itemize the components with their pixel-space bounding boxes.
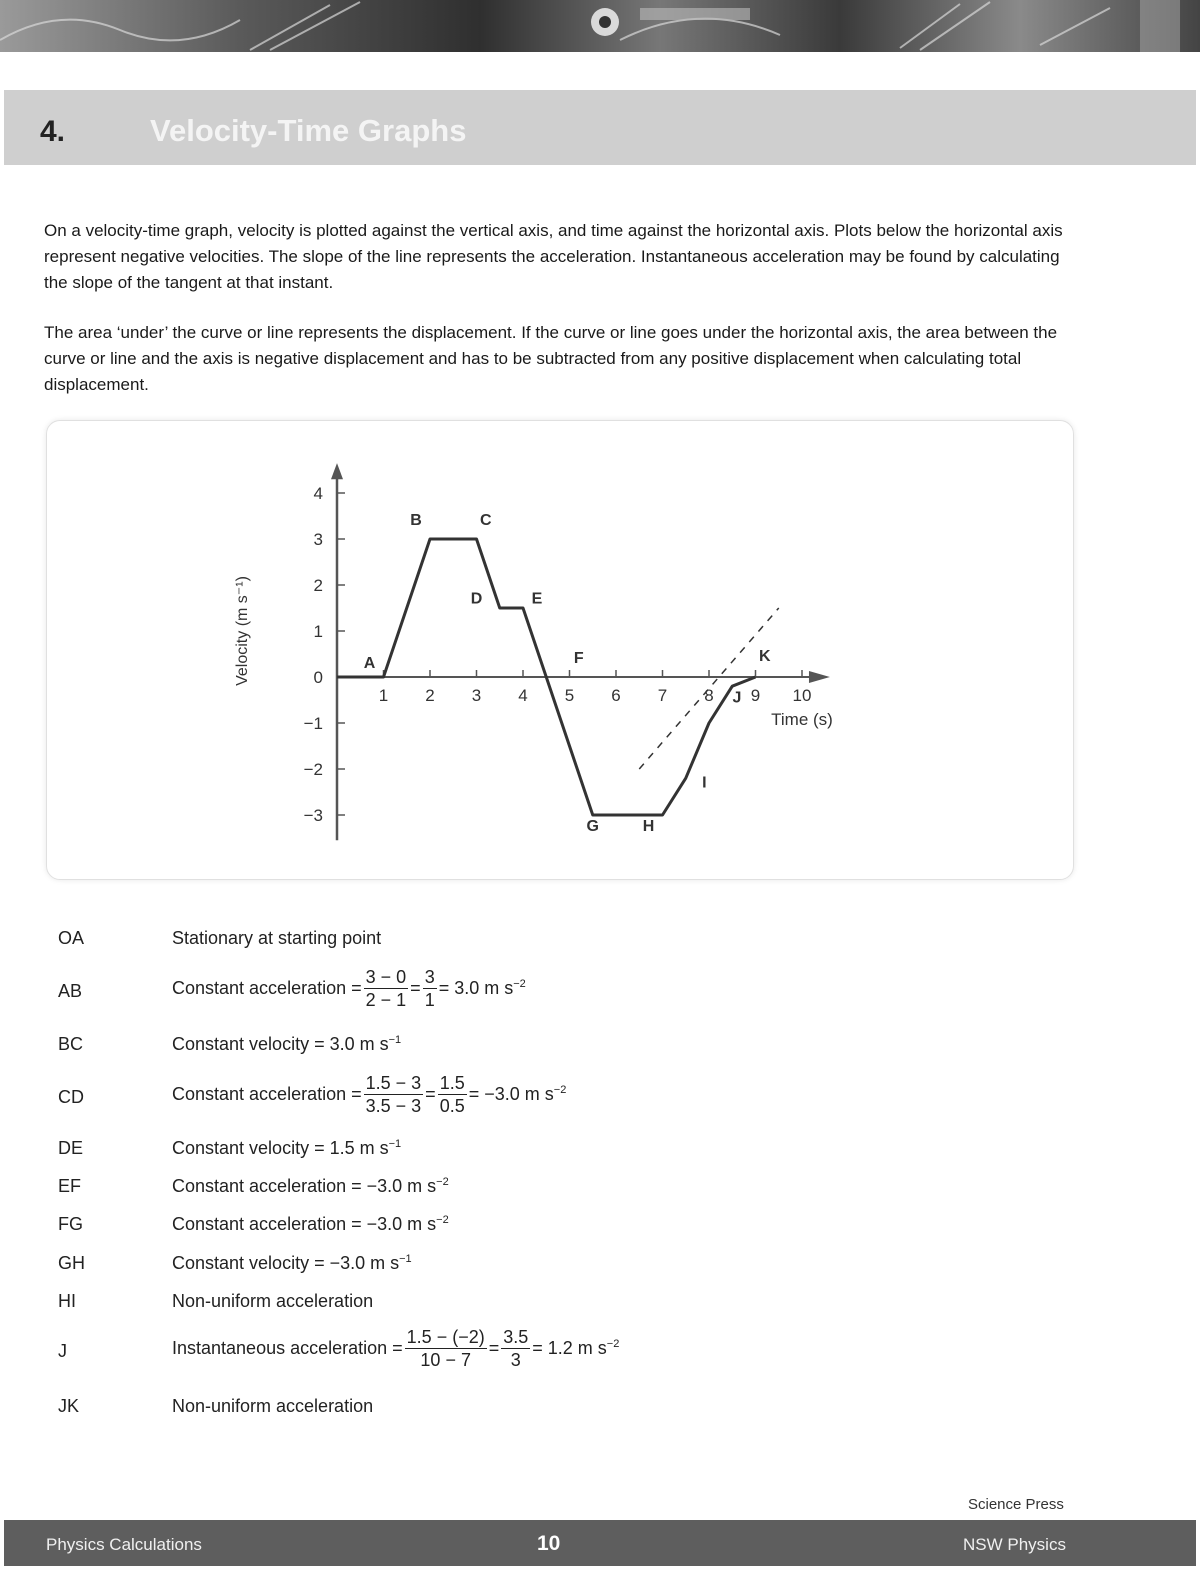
x-tick-label: 10	[792, 686, 812, 705]
segment-code: HI	[58, 1291, 76, 1311]
segment-text: Non-uniform acceleration	[172, 1396, 374, 1416]
unit-exponent: −2	[436, 1214, 449, 1226]
equation-prefix: Instantaneous acceleration =	[172, 1338, 403, 1358]
point-label-b: B	[410, 512, 422, 530]
segment-row-fg	[0, 1214, 1200, 1254]
x-tick-label: 7	[657, 686, 668, 705]
x-tick-label: 4	[518, 686, 528, 705]
displacement-paragraph: The area ‘under’ the curve or line represents the displacement. If the curve or line goes under the horizontal axis, the area between the curve or line and the axis is negative displacement and has to be subtracted from any positive displacement when calculating total displacement.	[44, 323, 1058, 394]
fraction-denominator: 10 − 7	[420, 1350, 471, 1370]
segment-code: FG	[58, 1214, 83, 1234]
segment-row-hi	[0, 1291, 1200, 1331]
y-tick-label: −1	[303, 714, 323, 733]
segment-code: J	[58, 1341, 67, 1361]
unit-exponent: −1	[399, 1253, 412, 1265]
page-number: 10	[537, 1532, 561, 1555]
equals-sign: =	[488, 1338, 500, 1358]
point-label-k: K	[759, 647, 771, 665]
graph-svg	[47, 421, 1073, 879]
y-axis-label: Velocity (m s⁻¹)	[234, 576, 251, 686]
fraction-numerator: 1.5 − 3	[365, 1073, 422, 1093]
segment-code: BC	[58, 1034, 84, 1054]
point-label-d: D	[470, 590, 483, 608]
unit-exponent: −1	[388, 1138, 402, 1150]
x-tick-label: 9	[750, 686, 761, 705]
segment-text: Constant velocity = −3.0 m s	[172, 1253, 400, 1273]
segment-description	[172, 1326, 619, 1371]
x-tick-label: 1	[378, 686, 389, 705]
unit-exponent: −2	[553, 1084, 567, 1096]
point-label-i: I	[702, 774, 707, 792]
segment-code: CD	[58, 1087, 84, 1107]
segment-code: AB	[58, 981, 83, 1001]
segment-code: DE	[58, 1138, 84, 1158]
fraction-denominator: 3.5 − 3	[365, 1096, 422, 1116]
publisher-name: Science Press	[968, 1496, 1064, 1513]
x-axis-arrow	[809, 671, 830, 683]
x-tick-label: 2	[425, 686, 435, 705]
fraction-denominator: 0.5	[439, 1096, 465, 1116]
segment-row-j	[0, 1327, 1200, 1376]
fraction-denominator: 2 − 1	[365, 990, 407, 1010]
y-tick-label: −3	[303, 806, 323, 825]
section-number: 4.	[40, 115, 66, 148]
segment-text: Non-uniform acceleration	[172, 1291, 374, 1311]
unit-exponent: −2	[606, 1338, 620, 1350]
segment-description	[172, 1072, 566, 1117]
y-tick-label: 3	[313, 530, 323, 549]
point-label-c: C	[480, 512, 492, 530]
equation-result: = 1.2 m $s^{-2}$	[532, 1338, 620, 1358]
segment-code: JK	[58, 1396, 80, 1416]
fraction-numerator: 3 − 0	[365, 967, 407, 987]
y-tick-label: −2	[303, 760, 323, 779]
y-tick-label: 4	[313, 484, 323, 503]
x-tick-label: 5	[564, 686, 575, 705]
x-tick-label: 6	[611, 686, 621, 705]
top-banner-image	[0, 0, 1200, 52]
fraction	[364, 1072, 424, 1117]
fraction	[438, 1072, 467, 1117]
segment-description	[172, 1253, 412, 1274]
point-label-h: H	[642, 818, 655, 836]
segment-row-ef	[0, 1176, 1200, 1216]
equation-prefix: Constant acceleration =	[172, 1084, 362, 1104]
segment-row-gh	[0, 1253, 1200, 1293]
fraction-numerator: 1.5	[439, 1073, 465, 1093]
point-label-g: G	[586, 818, 599, 836]
equation-result: = 3.0 m $s^{-2}$	[438, 978, 526, 998]
segment-description	[172, 966, 526, 1011]
fraction-numerator: 3	[424, 967, 435, 987]
x-axis-label: Time (s)	[771, 710, 833, 729]
point-label-j: J	[732, 689, 742, 707]
segment-row-ab	[0, 967, 1200, 1016]
fraction	[364, 966, 409, 1011]
velocity-time-graph	[46, 420, 1074, 880]
y-tick-label: 1	[313, 622, 323, 641]
segment-description	[172, 1034, 401, 1055]
segment-code: EF	[58, 1176, 82, 1196]
fraction	[423, 966, 437, 1011]
segment-description	[172, 1396, 373, 1417]
segment-description	[172, 1138, 401, 1159]
segment-description	[172, 1176, 449, 1197]
fraction-numerator: 1.5 − (−2)	[406, 1327, 485, 1347]
equation-result: = −3.0 m $s^{-2}$	[468, 1084, 567, 1104]
unit-exponent: −1	[388, 1034, 402, 1046]
unit-exponent: −2	[513, 978, 526, 990]
point-label-f: F	[573, 650, 584, 668]
segment-text: Constant velocity = 1.5 m s	[172, 1138, 389, 1158]
segment-code: GH	[58, 1253, 85, 1273]
segment-description	[172, 1214, 449, 1235]
banner-decoration	[0, 0, 1200, 52]
fraction-denominator: 1	[424, 990, 435, 1010]
intro-paragraph: On a velocity-time graph, velocity is plotted against the vertical axis, and time against the horizontal axis. Plots below the horizontal axis represent negative velocities. The slope of the line represents the acceleration. Instantaneous acceleration may be found by calculating the slope of the tangent at that instant.	[44, 221, 1063, 292]
x-tick-label: 3	[471, 686, 482, 705]
fraction-denominator: 3	[510, 1350, 521, 1370]
segment-code: OA	[58, 928, 85, 948]
y-tick-label: 0	[313, 668, 323, 687]
segment-row-bc	[0, 1034, 1200, 1074]
segment-row-cd	[0, 1073, 1200, 1122]
equals-sign: =	[425, 1084, 436, 1104]
segment-row-jk	[0, 1396, 1200, 1436]
equals-sign: =	[410, 978, 421, 998]
segment-text: Constant velocity = 3.0 m s	[172, 1034, 389, 1054]
segment-description	[172, 928, 381, 949]
footer-book-title: Physics Calculations	[46, 1535, 202, 1554]
segment-text: Stationary at starting point	[172, 928, 382, 948]
footer-series: NSW Physics	[963, 1535, 1066, 1554]
point-label-e: E	[531, 590, 543, 608]
segment-description	[172, 1291, 373, 1312]
segment-row-de	[0, 1138, 1200, 1178]
unit-exponent: −2	[436, 1176, 449, 1188]
segment-text: Constant acceleration = −3.0 m s	[172, 1214, 437, 1234]
y-tick-label: 2	[313, 576, 323, 595]
equation-prefix: Constant acceleration =	[172, 978, 362, 998]
x-tick-label: 8	[704, 686, 714, 705]
point-label-a: A	[363, 654, 376, 672]
section-title: Velocity-Time Graphs	[150, 113, 467, 148]
segment-text: Constant acceleration = −3.0 m s	[172, 1176, 437, 1196]
fraction	[501, 1326, 530, 1371]
segment-row-oa	[0, 928, 1200, 968]
y-axis-arrow	[331, 463, 343, 479]
fraction	[405, 1326, 487, 1371]
fraction-numerator: 3.5	[503, 1327, 529, 1347]
